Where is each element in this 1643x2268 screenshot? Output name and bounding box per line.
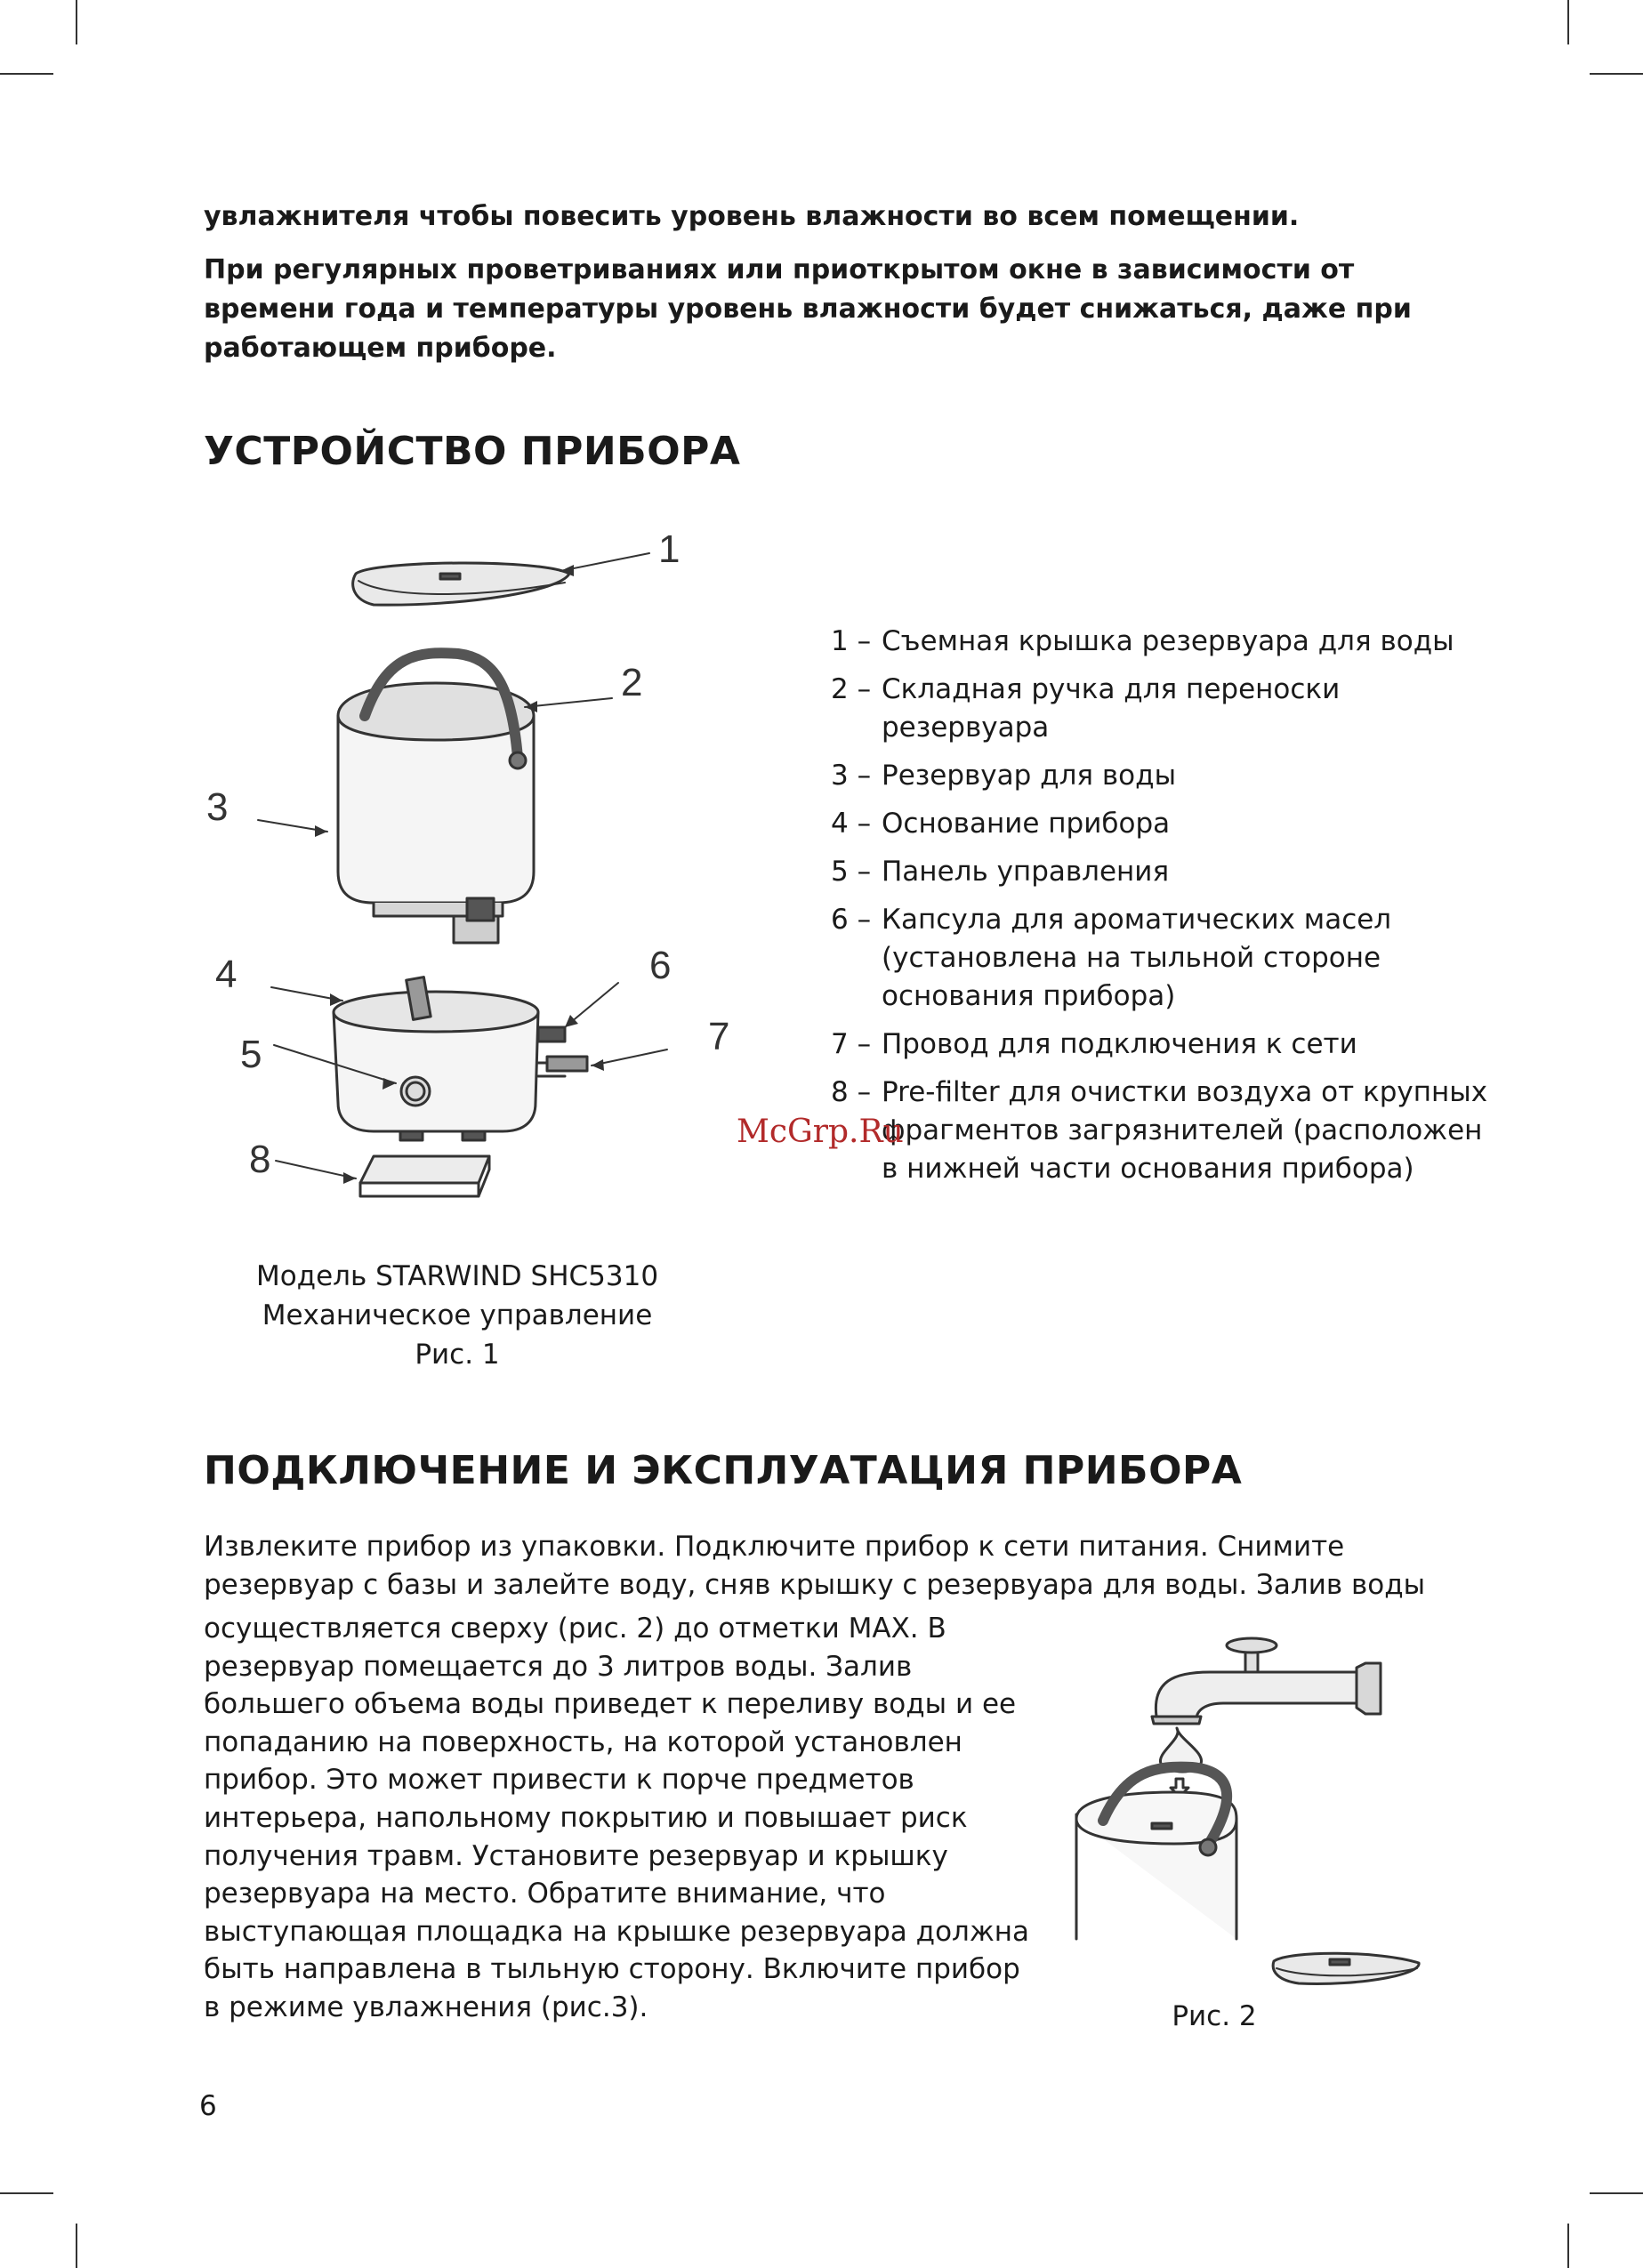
crop-mark [0,73,53,75]
legend-text: Капсула для ароматических масел (установлена на тыльной стороне основания прибора) [882,904,1392,1012]
pre-filter-illustration [360,1156,489,1196]
caption-line-model: Модель STARWIND SHC5310 [255,1260,659,1292]
crop-mark [76,2224,77,2268]
tank-illustration [338,653,534,943]
power-cord-illustration [538,1057,587,1076]
base-illustration [334,977,538,1140]
figure-number: 1 [658,527,681,571]
legend-text: Pre-filter для очистки воздуха от крупных фрагментов загрязнителей (расположен в нижней части основания прибора) [882,1076,1488,1185]
parts-legend [831,623,1507,1198]
crop-mark [0,2192,53,2194]
figure-number: 7 [708,1015,730,1058]
legend-number: 5 – [831,856,872,888]
legend-item [831,1025,1507,1064]
legend-number: 7 – [831,1028,872,1060]
crop-mark [1567,2224,1569,2268]
intro-paragraph-2: При регулярных проветриваниях или приоткрытом окне в зависимости от времени года и температуры уровень влажности будет снижаться, даже при работающем приборе. [204,254,1412,364]
legend-item [831,671,1507,747]
legend-number: 1 – [831,625,872,657]
body-line-1: Извлеките прибор из упаковки. Подключите прибор к сети питания. Снимите [204,1531,1345,1563]
crop-mark [1567,0,1569,44]
legend-number: 3 – [831,760,872,792]
figure-1-caption [204,1257,711,1374]
legend-text: Съемная крышка резервуара для воды [882,625,1454,657]
crop-mark [76,0,77,44]
legend-item [831,805,1507,843]
page-number: 6 [199,2090,217,2122]
legend-item [831,901,1507,1016]
section-title-device: УСТРОЙСТВО ПРИБОРА [204,429,741,474]
legend-item [831,623,1507,661]
aroma-capsule-illustration [538,1027,565,1042]
crop-mark [1590,73,1643,75]
figure-number: 3 [206,785,229,829]
legend-text: Складная ручка для переноски резервуара [882,673,1341,744]
lid-illustration [353,563,569,605]
caption-line-figure: Рис. 1 [415,1339,500,1371]
figure-number: 2 [621,661,643,704]
legend-number: 8 – [831,1076,872,1108]
body-text-block: осуществляется сверху (рис. 2) до отметки MAX. В резервуар помещается до 3 литров воды. Залив большего объема воды приведет к переливу воды и ее попаданию на поверхность, на которой установлен прибор. Это может привести к порче предметов интерьера, напольному покрытию и повышает риск получения травм. Установите резервуар и крышку резервуара на место. Обратите внимание, что выступающая площадка на крышке резервуара должна быть направлена в тыльную сторону. Включите прибор в режиме увлажнения (рис.3). [204,1613,1030,2023]
filling-diagram [1067,1614,1459,2006]
watermark: McGrp.Ru [737,1114,904,1150]
lid-removed-illustration [1273,1953,1419,1983]
legend-text: Панель управления [882,856,1170,888]
figure-number: 6 [649,944,672,987]
legend-number: 6 – [831,904,872,936]
figure-number: 5 [240,1033,262,1076]
body-line-2: резервуар с базы и залейте воду, сняв крышку с резервуара для воды. Залив воды [204,1569,1426,1601]
legend-number: 2 – [831,673,872,705]
control-knob-illustration [401,1077,430,1106]
device-exploded-diagram [196,498,774,1227]
legend-number: 4 – [831,808,872,840]
intro-paragraph-1: увлажнителя чтобы повесить уровень влажности во всем помещении. [204,201,1300,232]
legend-item [831,1074,1507,1188]
legend-text: Резервуар для воды [882,760,1177,792]
figure-number: 4 [215,953,238,996]
legend-item [831,757,1507,795]
section-title-connection: ПОДКЛЮЧЕНИЕ И ЭКСПЛУАТАЦИЯ ПРИБОРА [204,1448,1243,1493]
tank-filling-illustration [1076,1767,1236,1939]
legend-text: Провод для подключения к сети [882,1028,1357,1060]
caption-line-control: Механическое управление [262,1299,653,1331]
crop-mark [1590,2192,1643,2194]
legend-text: Основание прибора [882,808,1171,840]
figure-2-caption: Рис. 2 [1172,2000,1257,2032]
figure-number: 8 [249,1138,271,1181]
faucet-illustration [1152,1638,1381,1724]
legend-item [831,853,1507,891]
